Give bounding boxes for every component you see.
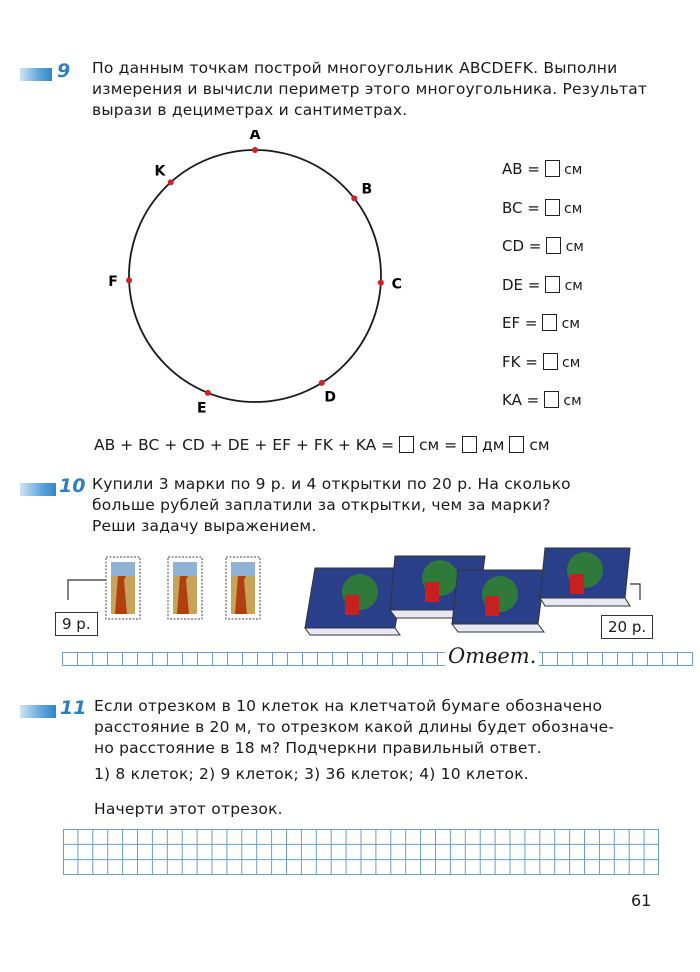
segment-name: EF = <box>502 314 543 332</box>
strip-cell[interactable] <box>107 652 123 666</box>
strip-cell[interactable] <box>227 652 243 666</box>
point-label-d: D <box>324 389 337 406</box>
segment-name: DE = <box>502 275 546 294</box>
strip-cell[interactable] <box>242 652 258 666</box>
point-c <box>378 280 384 286</box>
perimeter-answer-box[interactable] <box>399 436 414 453</box>
task-9-line: измерения и вычисли периметр этого многоугольника. Результат <box>92 80 648 98</box>
strip-cell[interactable] <box>572 652 588 666</box>
perimeter-dm-box[interactable] <box>462 436 477 453</box>
strip-cell[interactable] <box>677 652 693 666</box>
postcard-4 <box>540 548 630 606</box>
task-9-text <box>92 58 672 121</box>
perimeter-unit-cm: см <box>529 436 550 454</box>
task-9-line: По данным точкам построй многоугольник ABCDEFK. Выполни <box>92 59 618 77</box>
segment-unit: см <box>558 393 582 409</box>
task-11-marker <box>20 705 56 718</box>
stamp-3 <box>226 557 260 619</box>
segment-name: FK = <box>502 352 543 371</box>
card-price-tag: 20 р. <box>601 615 653 639</box>
strip-cell[interactable] <box>302 652 318 666</box>
segment-answer-box[interactable] <box>545 160 560 177</box>
circle-outline <box>129 150 381 402</box>
segment-name: AB = <box>502 160 545 178</box>
task-11-draw-prompt: Начерти этот отрезок. <box>94 800 283 818</box>
strip-cell[interactable] <box>287 652 303 666</box>
strip-cell[interactable] <box>122 652 138 666</box>
segment-answer-box[interactable] <box>546 237 561 254</box>
task-9-line: вырази в дециметрах и сантиметрах. <box>92 101 408 119</box>
segment-answer-box[interactable] <box>542 314 557 331</box>
strip-cell[interactable] <box>272 652 288 666</box>
strip-cell[interactable] <box>632 652 648 666</box>
task-11-options[interactable]: 1) 8 клеток; 2) 9 клеток; 3) 36 клеток; 4) 10 клеток. <box>94 765 529 783</box>
strip-cell[interactable] <box>557 652 573 666</box>
point-a <box>252 147 258 153</box>
point-k <box>168 179 174 185</box>
circle-diagram <box>100 130 420 430</box>
segment-unit: см <box>559 200 583 217</box>
strip-cell[interactable] <box>377 652 393 666</box>
segment-row <box>502 276 583 294</box>
task-9-number: 9 <box>57 60 71 82</box>
perimeter-unit-cm-eq: см = <box>419 436 458 454</box>
point-d <box>319 380 325 386</box>
task-11-text <box>94 696 674 759</box>
task-10-number: 10 <box>59 475 86 497</box>
answer-strip[interactable] <box>62 652 692 666</box>
task-11-number: 11 <box>60 697 87 719</box>
strip-cell[interactable] <box>167 652 183 666</box>
segment-row <box>502 237 584 255</box>
point-label-c: C <box>391 276 402 293</box>
strip-cell[interactable] <box>182 652 198 666</box>
segment-name: BC = <box>502 198 545 217</box>
segment-unit: см <box>560 277 583 294</box>
strip-cell[interactable] <box>137 652 153 666</box>
perimeter-line <box>94 436 550 454</box>
postcard-1 <box>305 568 405 635</box>
perimeter-unit-dm: дм <box>482 436 505 454</box>
segment-answer-box[interactable] <box>545 276 560 293</box>
postcard-3 <box>452 570 545 632</box>
stamps-and-cards-illustration <box>40 540 670 650</box>
segment-unit: см <box>561 239 584 255</box>
segment-row <box>502 314 580 332</box>
task-10-line: Реши задачу выражением. <box>92 517 317 535</box>
segment-unit: см <box>557 316 580 332</box>
strip-cell[interactable] <box>407 652 423 666</box>
segment-name: KA = <box>502 391 544 409</box>
task-11-line: но расстояние в 18 м? Подчеркни правильный ответ. <box>94 739 542 757</box>
answer-label: Ответ. <box>445 644 539 668</box>
strip-cell[interactable] <box>212 652 228 666</box>
task-11-line: Если отрезком в 10 клеток на клетчатой бумаге обозначено <box>94 697 603 715</box>
segment-row <box>502 353 580 371</box>
strip-cell[interactable] <box>62 652 78 666</box>
task-10-marker <box>20 483 56 496</box>
point-label-a: A <box>249 130 261 143</box>
segment-row <box>502 199 582 217</box>
strip-cell[interactable] <box>197 652 213 666</box>
segment-row <box>502 391 582 409</box>
segment-answer-box[interactable] <box>543 353 558 370</box>
task-11-line: расстояние в 20 м, то отрезком какой длины будет обозначе- <box>94 718 615 736</box>
segment-name: CD = <box>502 237 547 255</box>
strip-cell[interactable] <box>662 652 678 666</box>
strip-cell[interactable] <box>647 652 663 666</box>
strip-cell[interactable] <box>317 652 333 666</box>
strip-cell[interactable] <box>602 652 618 666</box>
segment-answer-box[interactable] <box>544 391 559 408</box>
point-f <box>126 277 132 283</box>
strip-cell[interactable] <box>257 652 273 666</box>
point-e <box>205 390 211 396</box>
segment-row <box>502 160 582 178</box>
point-label-k: K <box>154 163 166 180</box>
strip-cell[interactable] <box>152 652 168 666</box>
stamp-price-tag: 9 р. <box>55 612 98 636</box>
strip-cell[interactable] <box>392 652 408 666</box>
task-9-marker <box>20 68 52 81</box>
strip-cell[interactable] <box>362 652 378 666</box>
strip-cell[interactable] <box>422 652 438 666</box>
segment-unit: см <box>559 162 583 178</box>
task-10-line: больше рублей заплатили за открытки, чем за марки? <box>92 496 551 514</box>
strip-cell[interactable] <box>542 652 558 666</box>
point-b <box>351 195 357 201</box>
strip-cell[interactable] <box>347 652 363 666</box>
stamp-1 <box>106 557 140 619</box>
strip-cell[interactable] <box>587 652 603 666</box>
stamp-2 <box>168 557 202 619</box>
segment-answer-box[interactable] <box>545 199 560 216</box>
strip-cell[interactable] <box>92 652 108 666</box>
point-label-f: F <box>108 273 118 290</box>
strip-cell[interactable] <box>332 652 348 666</box>
strip-cell[interactable] <box>77 652 93 666</box>
task-10-text <box>92 474 672 537</box>
perimeter-expression: AB + BC + CD + DE + EF + FK + KA = <box>94 436 395 454</box>
segment-unit: см <box>557 354 581 371</box>
point-label-b: B <box>361 181 373 198</box>
point-label-e: E <box>197 400 207 417</box>
perimeter-cm-box[interactable] <box>509 436 524 453</box>
page-number: 61 <box>631 891 652 910</box>
task-10-line: Купили 3 марки по 9 р. и 4 открытки по 20 р. На сколько <box>92 475 571 493</box>
grid-paper[interactable] <box>63 829 659 875</box>
strip-cell[interactable] <box>617 652 633 666</box>
